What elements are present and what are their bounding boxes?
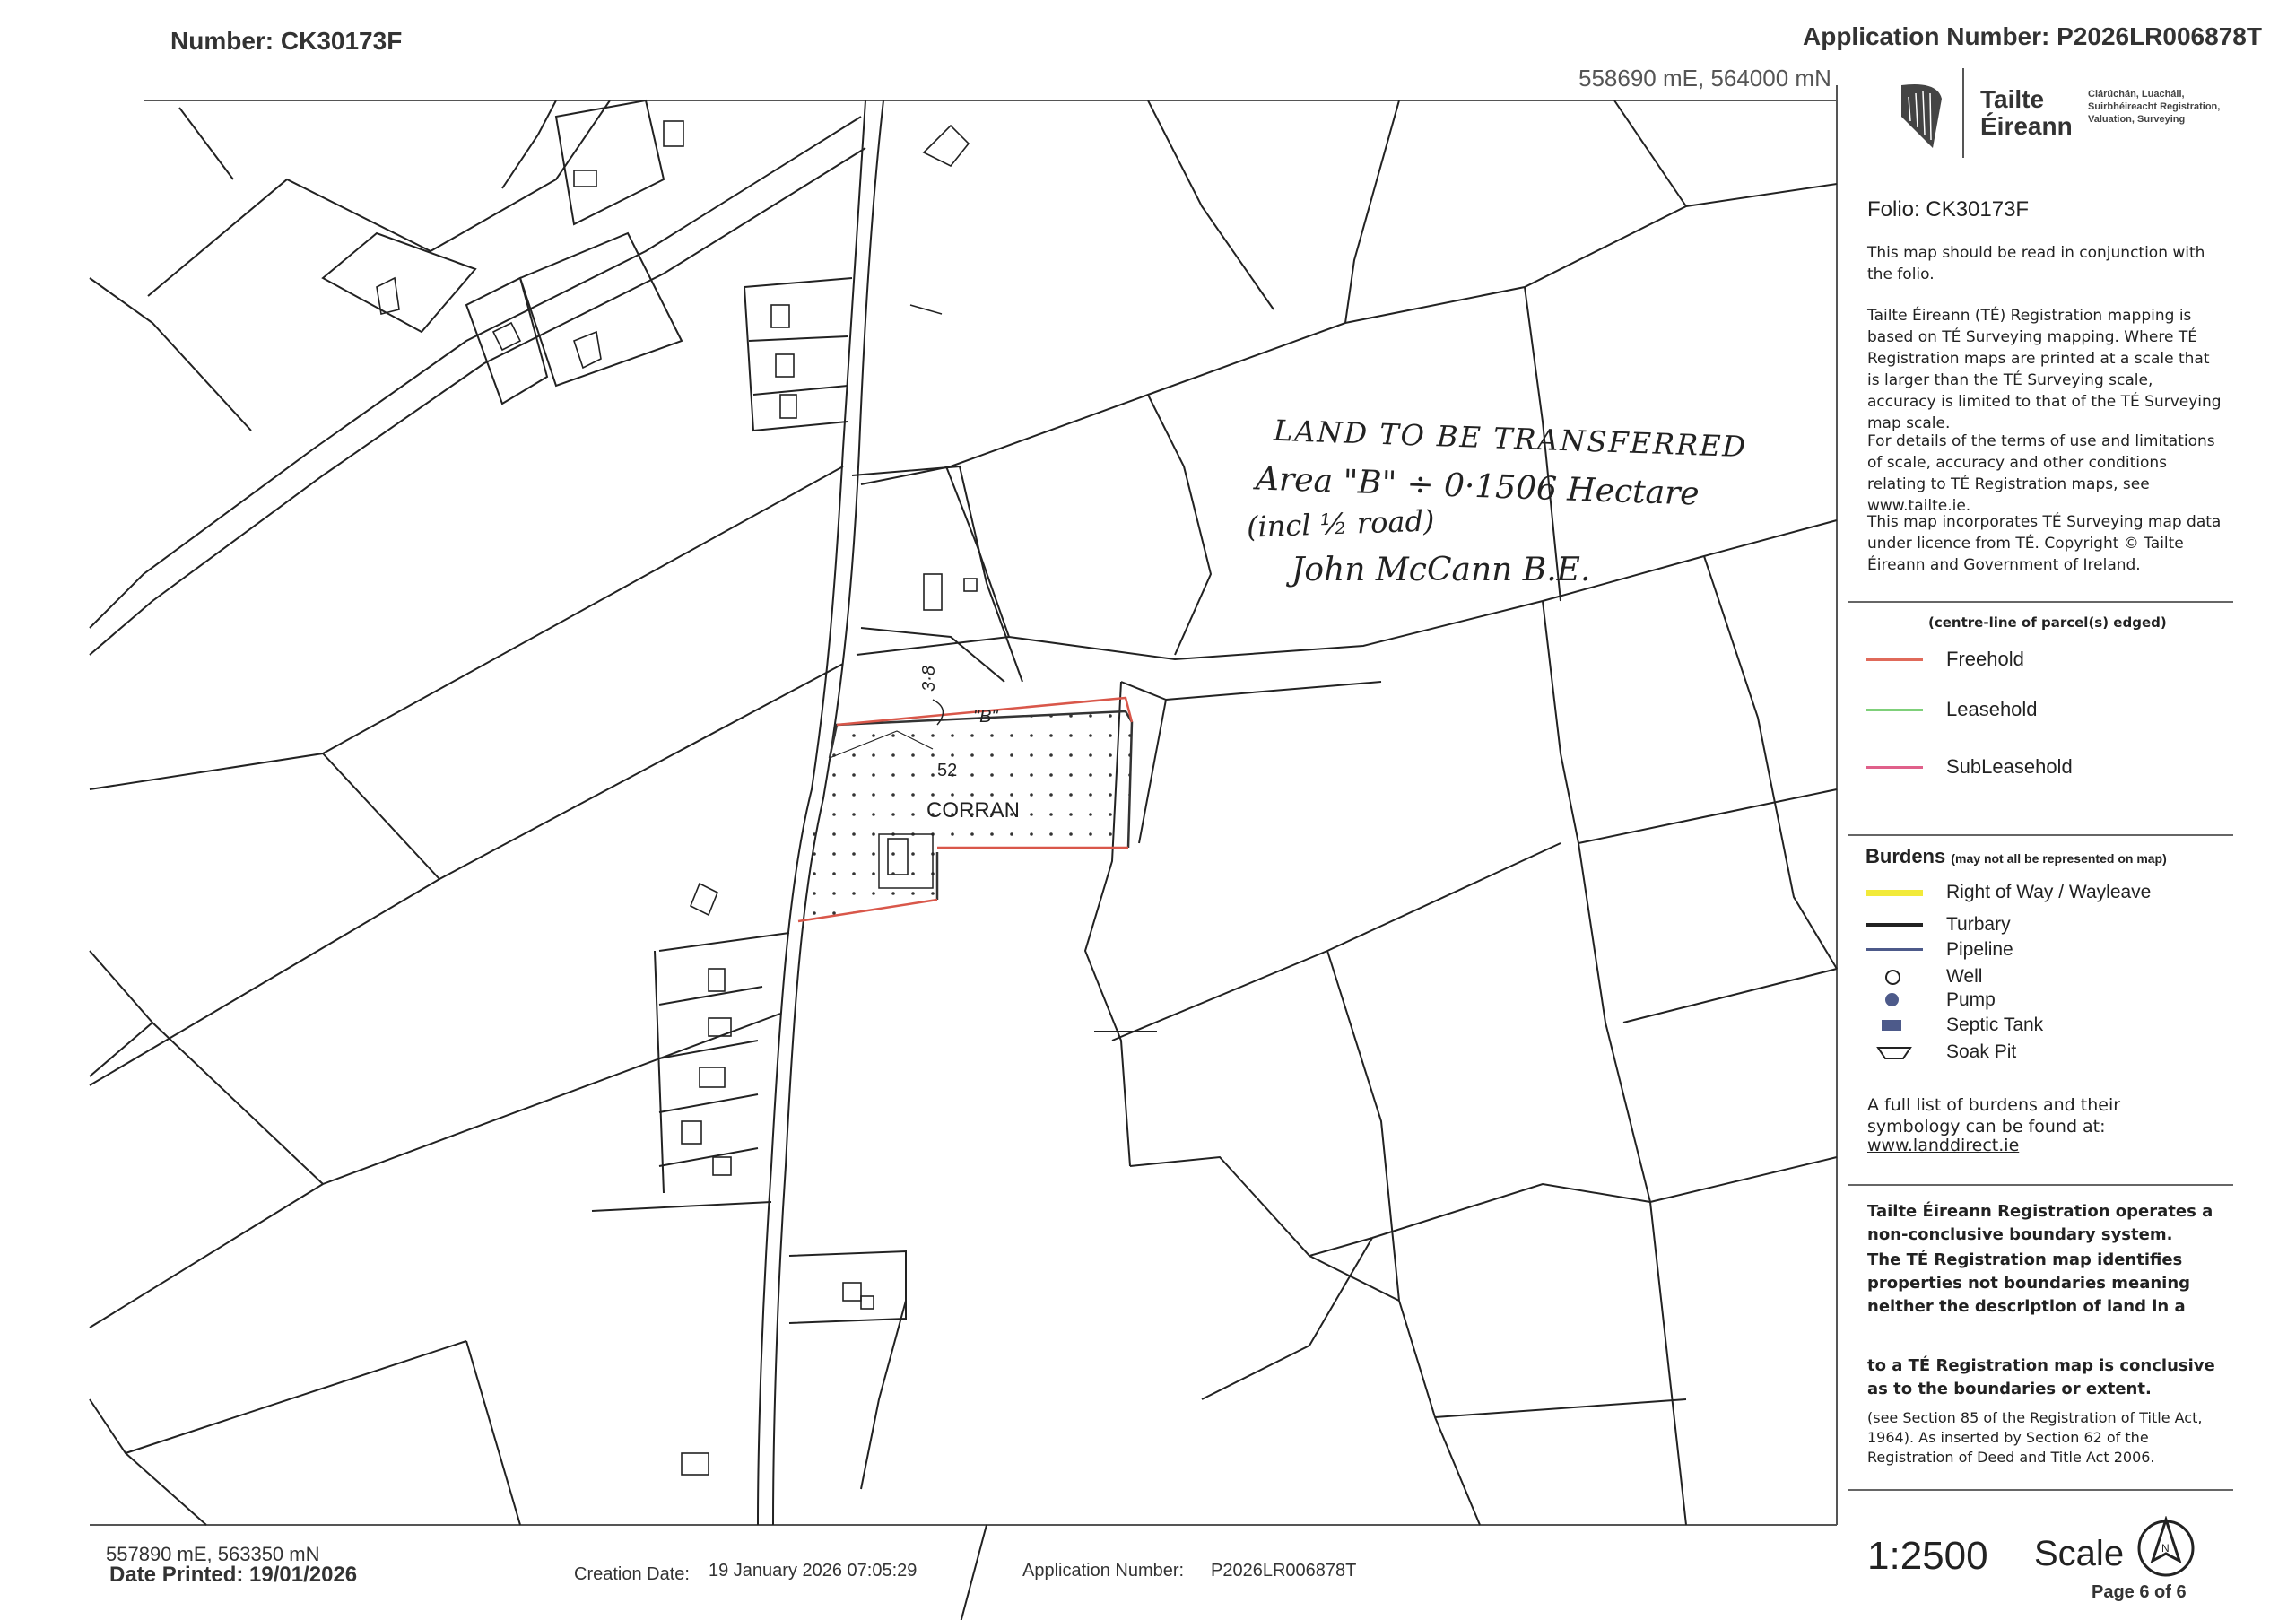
subleasehold-line-icon bbox=[1866, 766, 1923, 769]
burden-label: Soak Pit bbox=[1946, 1041, 2017, 1062]
burden-pump bbox=[1866, 987, 1996, 1014]
yellow-line-icon bbox=[1866, 881, 1923, 904]
scale-label: Scale bbox=[2034, 1534, 2125, 1573]
handwritten-line1: LAND TO BE TRANSFERRED bbox=[1273, 413, 1748, 465]
bottom-coordinate: 557890 mE, 563350 mN bbox=[106, 1543, 320, 1565]
handwritten-signature: John McCann B.E. bbox=[1292, 552, 1591, 588]
svg-text:N: N bbox=[2161, 1542, 2170, 1555]
conclusive-statement-2: The TÉ Registration map identifies properties not boundaries meaning neither the description of land in a bbox=[1867, 1250, 2191, 1316]
para-mapping-basis: Tailte Éireann (TÉ) Registration mapping is based on TÉ Surveying mapping. Where TÉ Registration maps are printed at a scale that is larger than the TÉ Surveying scale, accuracy is limited to that of the TÉ Surveying map scale. bbox=[1867, 307, 2222, 432]
application-number-label: Application Number: bbox=[1022, 1561, 1185, 1581]
burden-right-of-way-wayleave bbox=[1866, 879, 2151, 906]
para-terms-of-use: For details of the terms of use and limitations of scale, accuracy and other conditions relating to TÉ Registration maps, see www.tailte.ie. bbox=[1867, 432, 2215, 515]
leasehold-line-icon bbox=[1866, 709, 1923, 711]
para-read-with-folio: This map should be read in conjunction with the folio. bbox=[1867, 244, 2205, 283]
divider-1 bbox=[1848, 601, 2233, 603]
creation-date-label: Creation Date: bbox=[574, 1564, 690, 1584]
north-arrow-icon bbox=[2135, 1516, 2197, 1579]
handwritten-line2: Area "B" ÷ 0·1506 Hectare bbox=[1255, 460, 1700, 513]
townland-label: CORRAN bbox=[926, 798, 1021, 823]
side-measure: 3·8 bbox=[918, 666, 939, 692]
burden-label: Turbary bbox=[1946, 914, 2011, 935]
burden-soak-pit bbox=[1866, 1039, 2016, 1066]
brand-subtitle: Clárúchán, Luacháil, Suirbhéireacht Registration, Valuation, Surveying bbox=[2088, 89, 2221, 125]
burden-label: Pump bbox=[1946, 989, 1996, 1010]
legend-leasehold: Leasehold bbox=[1866, 696, 2038, 723]
scale-ratio: 1:2500 bbox=[1867, 1534, 1988, 1578]
edged-note: (centre-line of parcel(s) edged) bbox=[1928, 614, 2167, 631]
burden-label: Right of Way / Wayleave bbox=[1946, 882, 2152, 902]
field-boundaries bbox=[90, 100, 1837, 1620]
trapezoid-icon bbox=[1866, 1041, 1923, 1064]
logo-divider bbox=[1962, 68, 1964, 158]
freehold-line-icon bbox=[1866, 658, 1923, 661]
legend-subleasehold: SubLeasehold bbox=[1866, 753, 2073, 780]
plot-number: 52 bbox=[937, 761, 958, 780]
info-panel bbox=[1848, 63, 2233, 1606]
blue-line-icon bbox=[1866, 938, 1923, 962]
brand-tailte: Tailte bbox=[1980, 85, 2045, 113]
folio-label: Folio: CK30173F bbox=[1867, 197, 2030, 222]
handwritten-line3: (incl ½ road) bbox=[1246, 503, 1436, 544]
application-number-value: P2026LR006878T bbox=[1211, 1561, 1357, 1581]
page-indicator: Page 6 of 6 bbox=[2092, 1582, 2187, 1602]
folio-number-header: Number: CK30173F bbox=[170, 27, 403, 55]
burden-label: Well bbox=[1946, 966, 1983, 987]
conclusive-statement-1: Tailte Éireann Registration operates a non-conclusive boundary system. bbox=[1867, 1202, 2213, 1244]
top-coordinate: 558690 mE, 564000 mN bbox=[1578, 65, 1831, 91]
burden-label: Pipeline bbox=[1946, 939, 2013, 960]
burdens-title: Burdens (may not all be represented on map) bbox=[1866, 845, 2167, 867]
divider-2 bbox=[1848, 834, 2233, 836]
date-printed: Date Printed: 19/01/2026 bbox=[109, 1563, 358, 1587]
brand-eireann: Éireann bbox=[1980, 112, 2073, 140]
black-line-icon bbox=[1866, 913, 1923, 936]
area-letter: "B" bbox=[973, 707, 998, 727]
divider-4 bbox=[1848, 1489, 2233, 1491]
legend-freehold: Freehold bbox=[1866, 646, 2024, 673]
filled-circle-icon bbox=[1866, 989, 1923, 1012]
burden-pipeline bbox=[1866, 936, 2013, 963]
open-circle-icon bbox=[1866, 965, 1923, 989]
creation-date-value: 19 January 2026 07:05:29 bbox=[709, 1561, 918, 1581]
harp-logo-icon bbox=[1892, 81, 1946, 152]
burdens-list-text: A full list of burdens and their symbology can be found at: bbox=[1867, 1095, 2121, 1137]
burden-label: Septic Tank bbox=[1946, 1015, 2044, 1035]
burden-turbary bbox=[1866, 911, 2011, 938]
landdirect-link[interactable]: www.landdirect.ie bbox=[1867, 1136, 2020, 1155]
para-copyright: This map incorporates TÉ Surveying map data under licence from TÉ. Copyright © Tailte Éireann and Government of Ireland. bbox=[1867, 513, 2222, 574]
application-number-header: Application Number: P2026LR006878T bbox=[1803, 22, 2262, 50]
filled-rect-icon bbox=[1866, 1014, 1923, 1037]
conclusive-legal-reference: (see Section 85 of the Registration of Title Act, 1964). As inserted by Section 62 of the Registration of Deed and Title Act 2006. bbox=[1867, 1409, 2203, 1466]
conclusive-statement-3: to a TÉ Registration map is conclusive as to the boundaries or extent. bbox=[1867, 1356, 2215, 1398]
burden-septic-tank bbox=[1866, 1012, 2043, 1039]
divider-3 bbox=[1848, 1184, 2233, 1186]
